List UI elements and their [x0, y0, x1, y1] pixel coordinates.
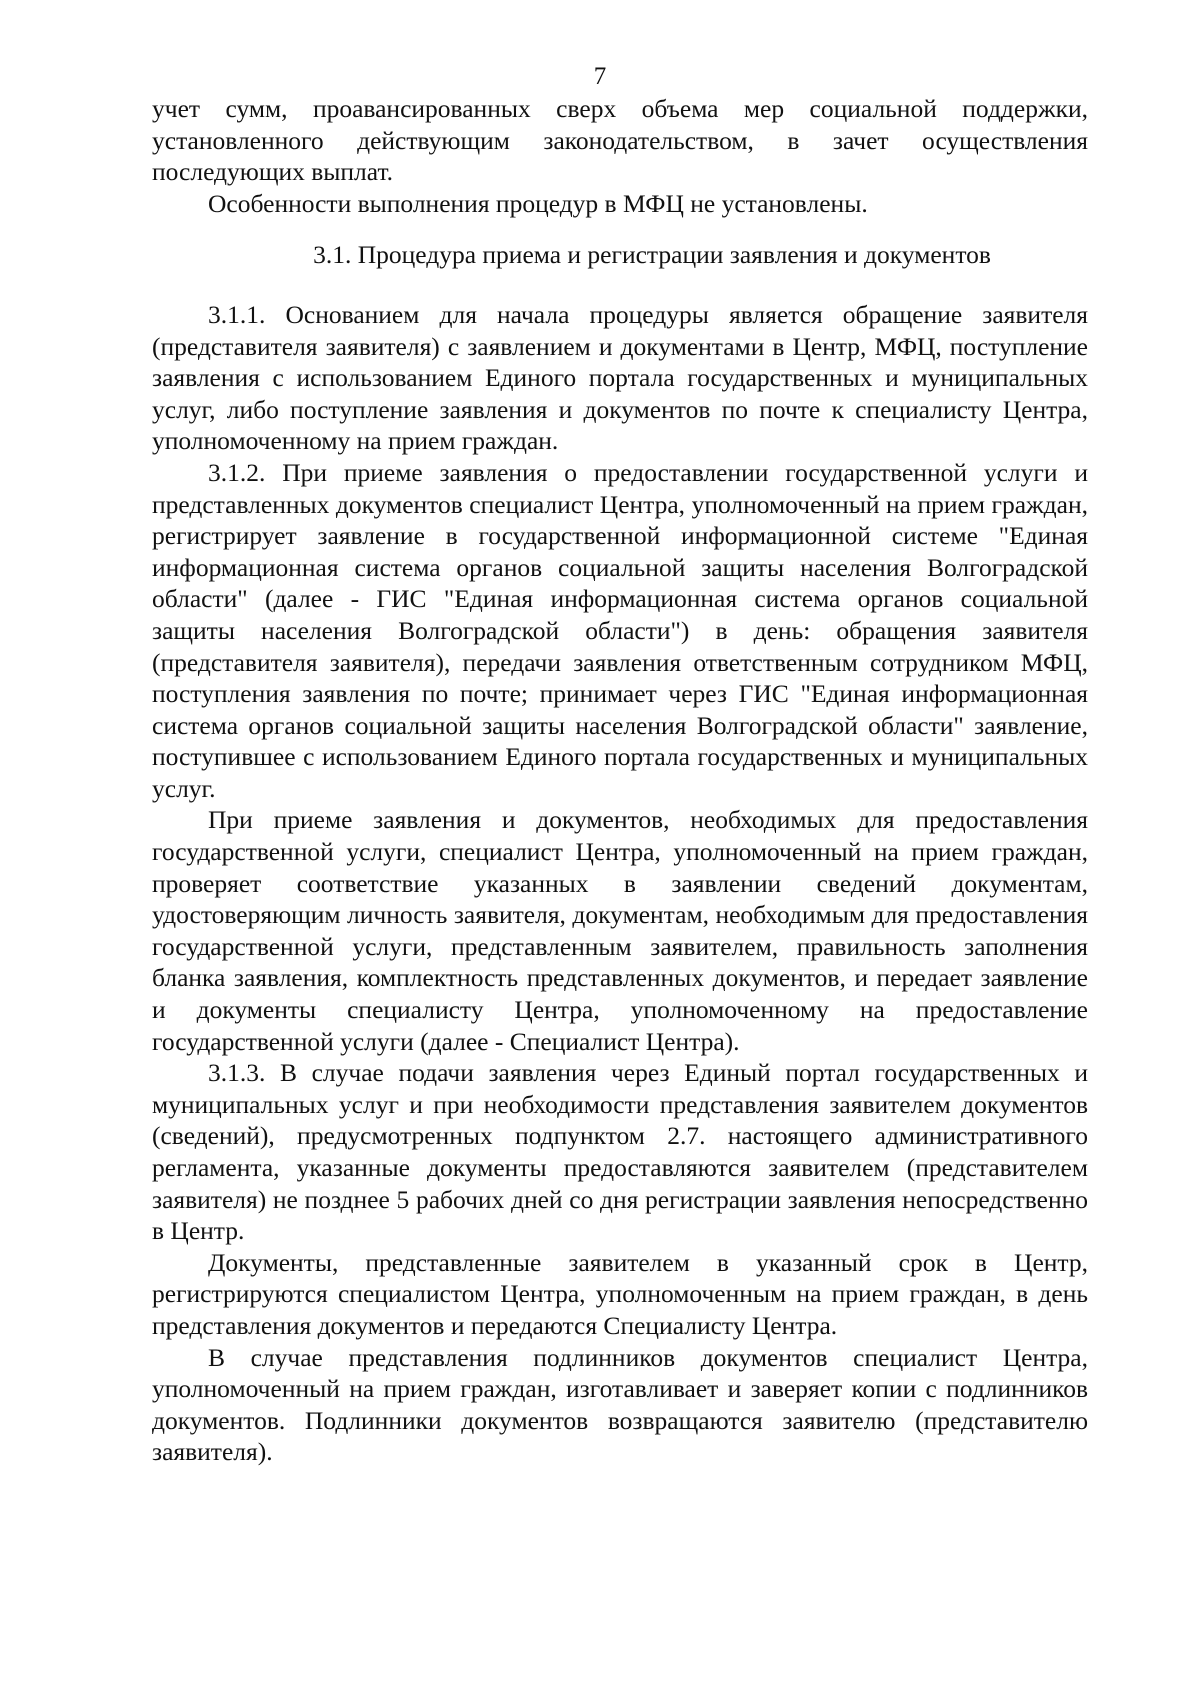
page-number: 7 — [593, 63, 607, 90]
paragraph-document-check: При приеме заявления и документов, необходимых для предоставления государственной услуги, специалист Центра, уполномоченный на прием граждан, проверяет соответствие указанных в заявлении сведений документам, удостоверяющим личность заявителя, документам, необходимым для предоставления государственной услуги, представленным заявителем, правильность заполнения бланка заявления, комплектность представленных документов, и передает заявление и документы специалисту Центра, уполномоченному на предоставление государственной услуги (далее - Специалист Центра). — [152, 805, 1088, 1056]
paragraph-documents-registration: Документы, представленные заявителем в указанный срок в Центр, регистрируются специалистом Центра, уполномоченным на прием граждан, в день представления документов и передаются Специалисту Центра. — [152, 1247, 1088, 1340]
paragraph-3-1-3: 3.1.3. В случае подачи заявления через Единый портал государственных и муниципальных услуг и при необходимости представления заявителем документов (сведений), предусмотренных подпунктом 2.7. настоящего административного регламента, указанные документы предоставляются заявителем (представителем заявителя) не позднее 5 рабочих дней со дня регистрации заявления непосредственно в Центр. — [152, 1058, 1088, 1246]
section-heading: 3.1. Процедура приема и регистрации заявления и документов — [313, 240, 991, 270]
paragraph-continuation: учет сумм, проавансированных сверх объема мер социальной поддержки, установленного действующим законодательством, в зачет осуществления последующих выплат. — [152, 94, 1088, 187]
paragraph-originals: В случае представления подлинников документов специалист Центра, уполномоченный на прием граждан, изготавливает и заверяет копии с подлинников документов. Подлинники документов возвращаются заявителю (представителю заявителя). — [152, 1342, 1088, 1467]
paragraph-3-1-2: 3.1.2. При приеме заявления о предоставлении государственной услуги и представленных документов специалист Центра, уполномоченный на прием граждан, регистрирует заявление в государственной информационной системе "Единая информационная система органов социальной защиты населения Волгоградской области" (далее - ГИС "Единая информационная система органов социальной защиты населения Волгоградской области") в день: обращения заявителя (представителя заявителя), передачи заявления ответственным сотрудником МФЦ, поступления заявления по почте; принимает через ГИС "Единая информационная система органов социальной защиты населения Волгоградской области" заявление, поступившее с использованием Единого портала государственных и муниципальных услуг. — [152, 457, 1088, 803]
document-body — [152, 93, 1088, 1468]
paragraph-3-1-1: 3.1.1. Основанием для начала процедуры является обращение заявителя (представителя заявителя) с заявлением и документами в Центр, МФЦ, поступление заявления с использованием Единого портала государственных и муниципальных услуг, либо поступление заявления и документов по почте к специалисту Центра, уполномоченному на прием граждан. — [152, 299, 1088, 456]
paragraph-mfc-note: Особенности выполнения процедур в МФЦ не установлены. — [208, 188, 868, 218]
